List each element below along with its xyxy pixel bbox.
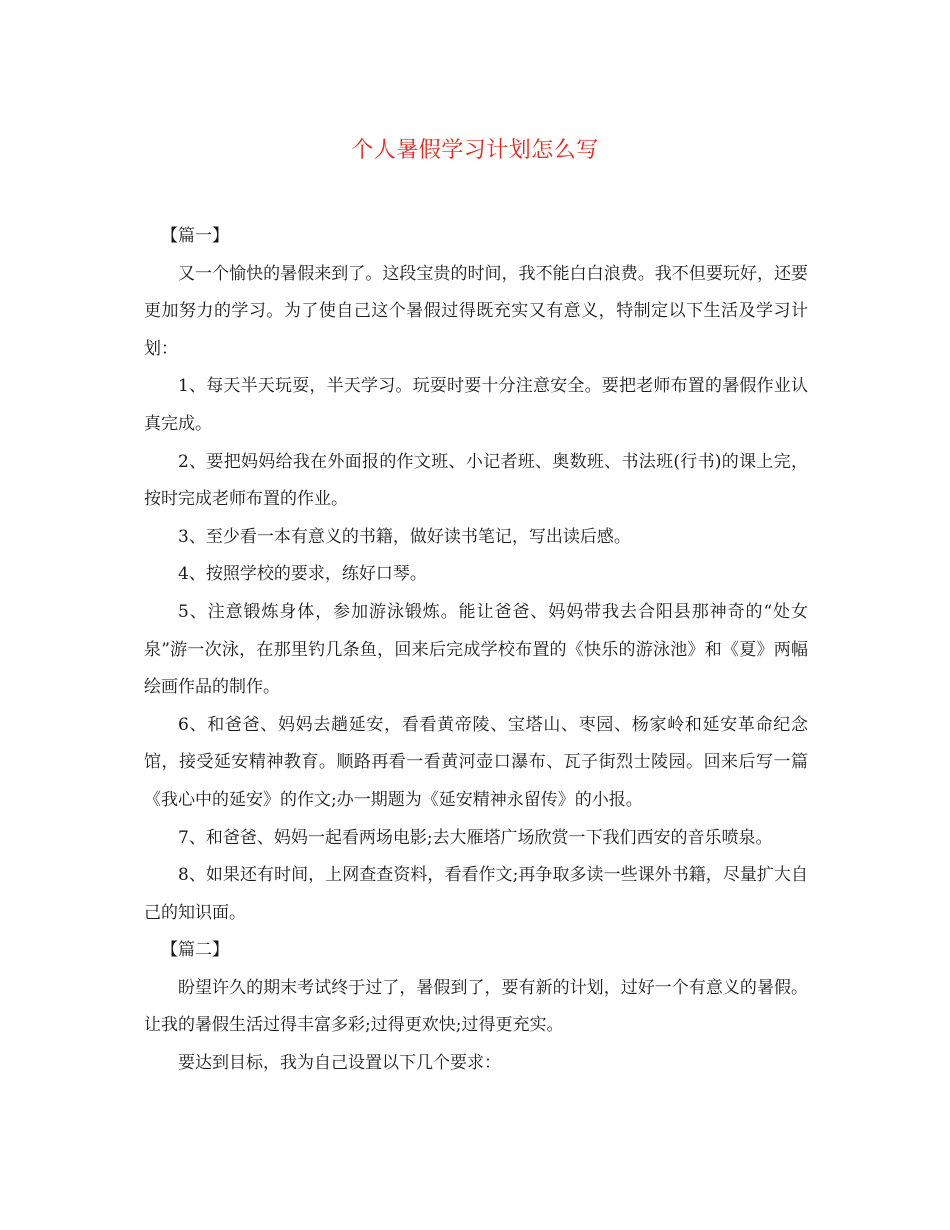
paragraph: 要达到目标，我为自己设置以下几个要求： — [178, 1053, 501, 1074]
paragraph: 4、按照学校的要求，练好口琴。 — [178, 564, 427, 585]
section-heading: 【篇二】 — [161, 940, 229, 961]
section-heading: 【篇一】 — [161, 226, 229, 246]
paragraph: 5、注意锻炼身体，参加游泳锻炼。能让爸爸、妈妈带我去合阳县那神奇的“处女泉”游一次泳，在那里钓几条鱼，回来后完成学校布置的《快乐的游泳池》和《夏》两幅绘画作品的制作。 — [144, 601, 808, 698]
paragraph: 3、至少看一本有意义的书籍，做好读书笔记，写出读后感。 — [178, 526, 631, 547]
document-title: 个人暑假学习计划怎么写 — [351, 138, 599, 163]
paragraph: 1、每天半天玩耍，半天学习。玩耍时要十分注意安全。要把老师布置的暑假作业认真完成。 — [144, 376, 808, 434]
paragraph: 盼望许久的期末考试终于过了，暑假到了，要有新的计划，过好一个有意义的暑假。让我的暑假生活过得丰富多彩;过得更欢快;过得更充实。 — [144, 977, 808, 1036]
document-body — [144, 218, 808, 1083]
paragraph: 2、要把妈妈给我在外面报的作文班、小记者班、奥数班、书法班(行书)的课上完，按时完成老师布置的作业。 — [144, 451, 808, 510]
paragraph: 8、如果还有时间，上网查查资料，看看作文;再争取多读一些课外书籍，尽量扩大自己的知识面。 — [144, 865, 808, 923]
paragraph: 又一个愉快的暑假来到了。这段宝贵的时间，我不能白白浪费。我不但要玩好，还要更加努力的学习。为了使自己这个暑假过得既充实又有意义，特制定以下生活及学习计划： — [144, 263, 808, 359]
paragraph: 7、和爸爸、妈妈一起看两场电影;去大雁塔广场欣赏一下我们西安的音乐喷泉。 — [178, 827, 773, 848]
paragraph: 6、和爸爸、妈妈去趟延安，看看黄帝陵、宝塔山、枣园、杨家岭和延安革命纪念馆，接受延安精神教育。顺路再看一看黄河壶口瀑布、瓦子街烈士陵园。回来后写一篇《我心中的延安》的作文;办一期题为《延安精神永留传》的小报。 — [144, 714, 808, 810]
